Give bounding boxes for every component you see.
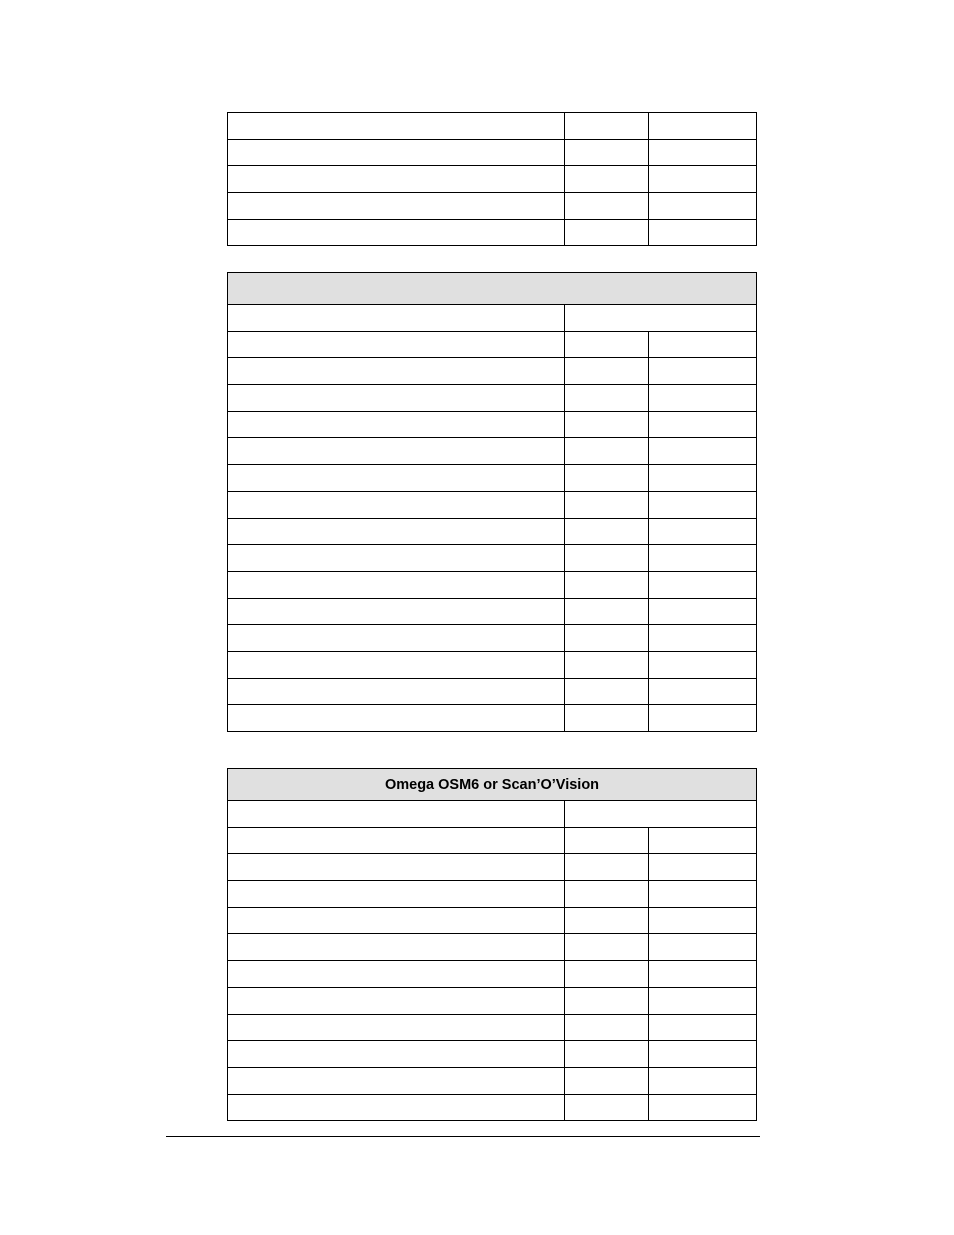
table-cell <box>649 438 757 465</box>
table-cell <box>565 678 649 705</box>
table-cell <box>649 961 757 988</box>
table-cell <box>649 1041 757 1068</box>
table-row <box>228 625 757 652</box>
table-row <box>228 1041 757 1068</box>
table-cell <box>565 598 649 625</box>
table-cell <box>565 545 649 572</box>
table-3-body <box>228 769 757 1121</box>
table-cell <box>565 1094 649 1121</box>
table-cell <box>565 854 649 881</box>
table-row <box>228 934 757 961</box>
table-cell <box>228 166 565 193</box>
table-2-header <box>228 273 757 305</box>
table-cell <box>565 193 649 220</box>
table-cell <box>228 651 565 678</box>
table-cell <box>228 219 565 246</box>
table-cell <box>565 705 649 732</box>
table-row <box>228 219 757 246</box>
table-row <box>228 305 757 332</box>
table-cell <box>649 881 757 908</box>
table-cell <box>228 113 565 140</box>
table-row <box>228 961 757 988</box>
table-row <box>228 385 757 412</box>
table-cell <box>649 385 757 412</box>
table-cell <box>228 598 565 625</box>
table-cell <box>228 193 565 220</box>
table-cell <box>649 705 757 732</box>
table-row <box>228 358 757 385</box>
table-1 <box>227 112 757 246</box>
table-cell <box>649 113 757 140</box>
table-cell <box>565 987 649 1014</box>
table-row <box>228 854 757 881</box>
table-cell <box>649 1067 757 1094</box>
table-cell <box>649 854 757 881</box>
table-row <box>228 113 757 140</box>
table-row <box>228 651 757 678</box>
table-cell <box>565 166 649 193</box>
table-cell <box>649 651 757 678</box>
table-cell <box>565 1014 649 1041</box>
table-cell <box>228 987 565 1014</box>
table-cell <box>649 491 757 518</box>
table-cell <box>649 331 757 358</box>
table-cell <box>649 518 757 545</box>
table-cell <box>565 331 649 358</box>
table-cell <box>565 827 649 854</box>
table-cell <box>228 934 565 961</box>
table-row <box>228 166 757 193</box>
table-2-body <box>228 273 757 732</box>
table-cell <box>228 961 565 988</box>
table-cell <box>228 881 565 908</box>
table-row <box>228 705 757 732</box>
table-cell <box>565 438 649 465</box>
table-row <box>228 545 757 572</box>
table-cell <box>565 113 649 140</box>
table-cell <box>649 625 757 652</box>
table-cell <box>228 545 565 572</box>
table-cell <box>565 934 649 961</box>
table-cell <box>565 625 649 652</box>
table-cell <box>228 411 565 438</box>
table-cell <box>649 1094 757 1121</box>
table-cell <box>228 1014 565 1041</box>
table-cell <box>565 907 649 934</box>
table-2 <box>227 272 757 732</box>
table-row <box>228 1014 757 1041</box>
table-cell <box>228 571 565 598</box>
table-row <box>228 598 757 625</box>
table-cell <box>649 598 757 625</box>
table-cell <box>565 305 757 332</box>
table-cell <box>228 1094 565 1121</box>
table-cell <box>228 305 565 332</box>
table-row <box>228 801 757 828</box>
table-row <box>228 331 757 358</box>
table-cell <box>228 385 565 412</box>
table-cell <box>228 625 565 652</box>
table-cell <box>565 881 649 908</box>
table-3 <box>227 768 757 1121</box>
table-cell <box>228 438 565 465</box>
table-cell <box>565 139 649 166</box>
table-cell <box>649 934 757 961</box>
table-row <box>228 438 757 465</box>
table-row <box>228 907 757 934</box>
table-3-header: Omega OSM6 or Scan’O’Vision <box>228 769 757 801</box>
table-cell <box>565 651 649 678</box>
table-cell <box>649 193 757 220</box>
table-cell <box>649 907 757 934</box>
table-row <box>228 571 757 598</box>
table-cell <box>565 1041 649 1068</box>
table-cell <box>565 571 649 598</box>
table-3-header-row <box>228 769 757 801</box>
table-cell <box>228 678 565 705</box>
table-cell <box>228 827 565 854</box>
table-cell <box>565 801 757 828</box>
table-cell <box>228 518 565 545</box>
table-cell <box>649 987 757 1014</box>
table-row <box>228 411 757 438</box>
table-cell <box>228 139 565 166</box>
table-cell <box>565 1067 649 1094</box>
table-cell <box>649 358 757 385</box>
table-cell <box>649 465 757 492</box>
table-row <box>228 987 757 1014</box>
footer-rule <box>166 1136 760 1137</box>
table-cell <box>228 491 565 518</box>
table-cell <box>565 219 649 246</box>
table-cell <box>228 331 565 358</box>
table-cell <box>228 907 565 934</box>
table-cell <box>565 518 649 545</box>
table-cell <box>649 1014 757 1041</box>
table-row <box>228 139 757 166</box>
table-cell <box>649 166 757 193</box>
table-cell <box>228 801 565 828</box>
table-cell <box>565 358 649 385</box>
table-cell <box>565 411 649 438</box>
table-cell <box>649 545 757 572</box>
table-cell <box>228 705 565 732</box>
table-row <box>228 491 757 518</box>
table-cell <box>228 1041 565 1068</box>
table-cell <box>649 411 757 438</box>
table-cell <box>565 961 649 988</box>
table-row <box>228 1067 757 1094</box>
table-cell <box>228 854 565 881</box>
table-row <box>228 193 757 220</box>
table-cell <box>565 465 649 492</box>
table-cell <box>228 358 565 385</box>
table-2-header-row <box>228 273 757 305</box>
table-1-body <box>228 113 757 246</box>
table-row <box>228 465 757 492</box>
table-row <box>228 827 757 854</box>
table-cell <box>649 139 757 166</box>
table-cell <box>565 491 649 518</box>
table-cell <box>649 219 757 246</box>
table-row <box>228 881 757 908</box>
table-cell <box>565 385 649 412</box>
table-row <box>228 518 757 545</box>
table-cell <box>228 1067 565 1094</box>
table-cell <box>228 465 565 492</box>
table-cell <box>649 678 757 705</box>
table-cell <box>649 571 757 598</box>
table-row <box>228 678 757 705</box>
table-row <box>228 1094 757 1121</box>
table-cell <box>649 827 757 854</box>
